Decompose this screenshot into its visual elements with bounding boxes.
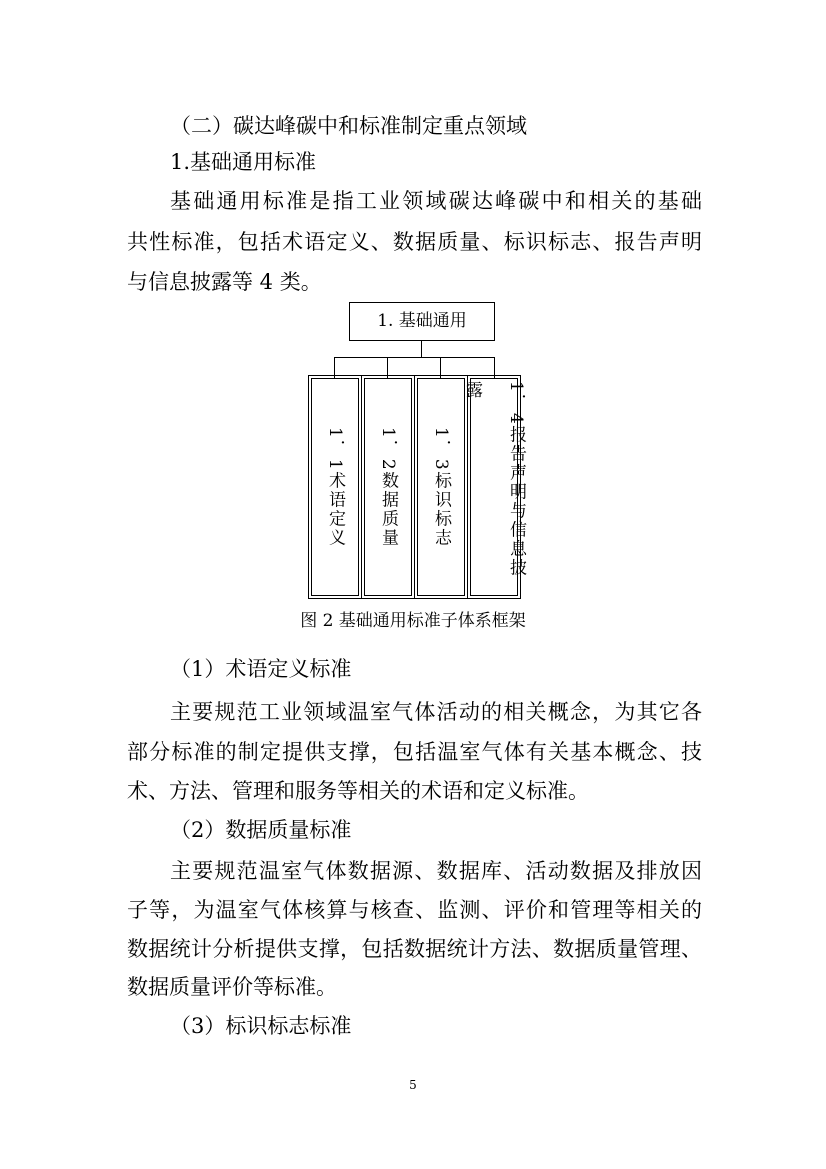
connector-drop-4 <box>494 357 495 378</box>
item1-heading: （1）术语定义标准 <box>170 657 352 681</box>
diagram-root-box: 1. 基础通用 <box>349 302 495 341</box>
connector-root-stem <box>421 341 422 357</box>
diagram-child-label-3: 1．3标识标志 <box>431 426 451 548</box>
diagram-child-label-1: 1．1术语定义 <box>325 426 345 548</box>
item2-line-3: 数据统计分析提供支撑，包括数据统计方法、数据质量管理、 <box>127 937 702 961</box>
connector-drop-1 <box>334 357 335 378</box>
subsection-heading: 1.基础通用标准 <box>170 150 317 174</box>
item1-line-2: 部分标准的制定提供支撑，包括温室气体有关基本概念、技 <box>127 740 702 764</box>
diagram-child-box-1 <box>311 378 359 596</box>
item1-line-1: 主要规范工业领域温室气体活动的相关概念，为其它各 <box>170 700 702 724</box>
diagram-child-box-2 <box>364 378 412 596</box>
diagram-child-box-4 <box>462 378 526 596</box>
diagram-child-label-2: 1．2数据质量 <box>378 426 398 548</box>
intro-line-1: 基础通用标准是指工业领域碳达峰碳中和相关的基础 <box>170 189 702 213</box>
connector-horizontal <box>334 357 495 358</box>
section-heading: （二）碳达峰碳中和标准制定重点领域 <box>170 114 527 138</box>
item2-heading: （2）数据质量标准 <box>170 818 352 842</box>
item3-heading: （3）标识标志标准 <box>170 1014 352 1038</box>
item1-line-3: 术、方法、管理和服务等相关的术语和定义标准。 <box>127 779 589 803</box>
item2-line-2: 子等，为温室气体核算与核查、监测、评价和管理等相关的 <box>127 898 702 922</box>
intro-line-2: 共性标准，包括术语定义、数据质量、标识标志、报告声明 <box>127 230 702 254</box>
diagram-child-label-4: 1．4报告声明与信息披露 <box>462 381 526 578</box>
figure-caption: 图 2 基础通用标准子体系框架 <box>300 611 526 631</box>
item2-line-1: 主要规范温室气体数据源、数据库、活动数据及排放因 <box>170 859 702 883</box>
page-number: 5 <box>409 1078 417 1092</box>
connector-drop-3 <box>440 357 441 378</box>
item2-line-4: 数据质量评价等标准。 <box>127 975 337 999</box>
connector-drop-2 <box>387 357 388 378</box>
intro-line-3: 与信息披露等 4 类。 <box>127 270 322 294</box>
